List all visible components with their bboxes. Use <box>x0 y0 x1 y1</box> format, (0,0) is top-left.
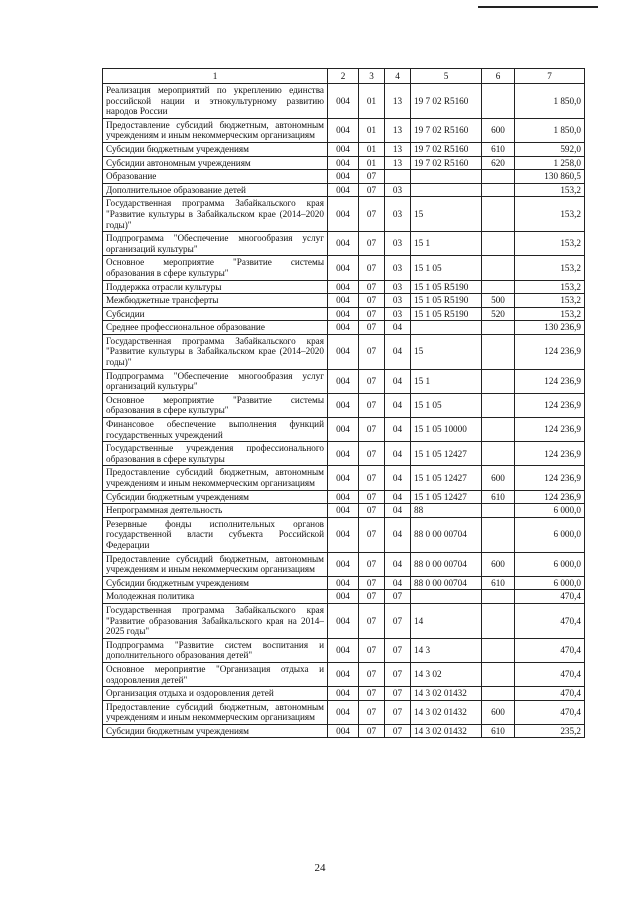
row-target-article-cell: 15 <box>411 197 482 232</box>
row-subsection-cell: 07 <box>385 662 411 686</box>
row-code-cell: 004 <box>328 490 359 504</box>
row-code-cell: 004 <box>328 517 359 552</box>
row-target-article-cell: 15 1 05 <box>411 256 482 280</box>
row-target-article-cell <box>411 170 482 184</box>
row-section-cell: 07 <box>359 321 385 335</box>
row-expense-type-cell <box>482 504 515 518</box>
row-expense-type-cell <box>482 334 515 369</box>
row-expense-type-cell <box>482 280 515 294</box>
row-target-article-cell: 15 1 05 12427 <box>411 490 482 504</box>
row-name-cell: Предоставление субсидий бюджетным, автономным учреждениям и иным некоммерческим организациям <box>103 552 328 576</box>
row-amount-cell: 470,4 <box>515 687 585 701</box>
row-name-cell: Образование <box>103 170 328 184</box>
row-expense-type-cell <box>482 369 515 393</box>
budget-table <box>102 68 585 738</box>
row-code-cell: 004 <box>328 393 359 417</box>
row-expense-type-cell <box>482 418 515 442</box>
col-header-6: 6 <box>482 69 515 84</box>
row-target-article-cell: 15 1 05 <box>411 393 482 417</box>
row-amount-cell: 1 258,0 <box>515 156 585 170</box>
row-name-cell: Государственные учреждения профессионального образования в сфере культуры <box>103 442 328 466</box>
row-target-article-cell: 15 1 05 R5190 <box>411 307 482 321</box>
row-code-cell: 004 <box>328 442 359 466</box>
row-amount-cell: 153,2 <box>515 232 585 256</box>
table-row <box>103 232 585 256</box>
row-code-cell: 004 <box>328 321 359 335</box>
row-amount-cell: 153,2 <box>515 307 585 321</box>
row-section-cell: 07 <box>359 280 385 294</box>
row-subsection-cell: 04 <box>385 466 411 490</box>
row-name-cell: Молодежная политика <box>103 590 328 604</box>
row-section-cell: 07 <box>359 256 385 280</box>
row-expense-type-cell <box>482 393 515 417</box>
row-subsection-cell: 04 <box>385 321 411 335</box>
row-section-cell: 07 <box>359 638 385 662</box>
row-name-cell: Подпрограмма "Обеспечение многообразия услуг организаций культуры" <box>103 369 328 393</box>
table-row <box>103 369 585 393</box>
row-section-cell: 01 <box>359 84 385 119</box>
row-expense-type-cell: 610 <box>482 576 515 590</box>
table-row <box>103 590 585 604</box>
row-target-article-cell <box>411 590 482 604</box>
row-name-cell: Субсидии бюджетным учреждениям <box>103 576 328 590</box>
row-code-cell: 004 <box>328 118 359 142</box>
row-name-cell: Основное мероприятие "Развитие системы образования в сфере культуры" <box>103 256 328 280</box>
row-name-cell: Субсидии бюджетным учреждениям <box>103 142 328 156</box>
col-header-5: 5 <box>411 69 482 84</box>
row-expense-type-cell <box>482 232 515 256</box>
row-subsection-cell: 03 <box>385 294 411 308</box>
row-expense-type-cell <box>482 603 515 638</box>
table-row <box>103 490 585 504</box>
table-row <box>103 321 585 335</box>
row-code-cell: 004 <box>328 256 359 280</box>
row-section-cell: 07 <box>359 442 385 466</box>
row-name-cell: Дополнительное образование детей <box>103 183 328 197</box>
row-amount-cell: 1 850,0 <box>515 84 585 119</box>
row-code-cell: 004 <box>328 603 359 638</box>
row-subsection-cell: 07 <box>385 700 411 724</box>
row-code-cell: 004 <box>328 280 359 294</box>
row-code-cell: 004 <box>328 232 359 256</box>
row-amount-cell: 124 236,9 <box>515 418 585 442</box>
row-subsection-cell: 07 <box>385 724 411 738</box>
row-expense-type-cell <box>482 590 515 604</box>
row-section-cell: 07 <box>359 393 385 417</box>
row-expense-type-cell: 620 <box>482 156 515 170</box>
row-expense-type-cell: 610 <box>482 142 515 156</box>
row-code-cell: 004 <box>328 334 359 369</box>
row-code-cell: 004 <box>328 700 359 724</box>
row-target-article-cell: 15 1 05 R5190 <box>411 280 482 294</box>
row-target-article-cell: 15 1 <box>411 369 482 393</box>
row-expense-type-cell <box>482 321 515 335</box>
col-header-1: 1 <box>103 69 328 84</box>
row-code-cell: 004 <box>328 142 359 156</box>
row-section-cell: 07 <box>359 603 385 638</box>
row-name-cell: Государственная программа Забайкальского края "Развитие образования Забайкальского края на 2014–2025 годы" <box>103 603 328 638</box>
table-row <box>103 142 585 156</box>
row-section-cell: 07 <box>359 232 385 256</box>
row-expense-type-cell: 610 <box>482 724 515 738</box>
row-subsection-cell: 07 <box>385 638 411 662</box>
row-expense-type-cell <box>482 442 515 466</box>
row-amount-cell: 470,4 <box>515 590 585 604</box>
table-row <box>103 118 585 142</box>
table-row <box>103 156 585 170</box>
row-amount-cell: 6 000,0 <box>515 504 585 518</box>
row-expense-type-cell <box>482 170 515 184</box>
row-subsection-cell: 04 <box>385 334 411 369</box>
row-expense-type-cell <box>482 662 515 686</box>
row-target-article-cell: 15 1 05 12427 <box>411 442 482 466</box>
header-row <box>103 69 585 84</box>
row-expense-type-cell: 610 <box>482 490 515 504</box>
row-name-cell: Подпрограмма "Развитие систем воспитания и дополнительного образования детей" <box>103 638 328 662</box>
row-amount-cell: 124 236,9 <box>515 334 585 369</box>
row-amount-cell: 6 000,0 <box>515 576 585 590</box>
row-code-cell: 004 <box>328 84 359 119</box>
row-target-article-cell: 15 <box>411 334 482 369</box>
row-section-cell: 07 <box>359 307 385 321</box>
table-row <box>103 517 585 552</box>
row-code-cell: 004 <box>328 369 359 393</box>
row-name-cell: Субсидии бюджетным учреждениям <box>103 490 328 504</box>
row-subsection-cell: 07 <box>385 590 411 604</box>
row-name-cell: Субсидии бюджетным учреждениям <box>103 724 328 738</box>
row-amount-cell: 124 236,9 <box>515 393 585 417</box>
row-name-cell: Субсидии <box>103 307 328 321</box>
row-subsection-cell: 07 <box>385 603 411 638</box>
row-name-cell: Государственная программа Забайкальского края "Развитие культуры в Забайкальском крае (2014–2020 годы)" <box>103 334 328 369</box>
row-amount-cell: 470,4 <box>515 662 585 686</box>
row-subsection-cell: 13 <box>385 156 411 170</box>
row-subsection-cell: 04 <box>385 552 411 576</box>
row-code-cell: 004 <box>328 687 359 701</box>
row-subsection-cell: 04 <box>385 393 411 417</box>
row-target-article-cell: 14 3 02 01432 <box>411 700 482 724</box>
row-subsection-cell <box>385 170 411 184</box>
table-row <box>103 724 585 738</box>
table-row <box>103 393 585 417</box>
row-name-cell: Организация отдыха и оздоровления детей <box>103 687 328 701</box>
table-row <box>103 603 585 638</box>
table-row <box>103 466 585 490</box>
row-code-cell: 004 <box>328 662 359 686</box>
row-name-cell: Реализация мероприятий по укреплению единства российской нации и этнокультурному развитию народов России <box>103 84 328 119</box>
row-section-cell: 07 <box>359 687 385 701</box>
row-amount-cell: 592,0 <box>515 142 585 156</box>
row-code-cell: 004 <box>328 170 359 184</box>
row-target-article-cell: 14 3 02 01432 <box>411 724 482 738</box>
row-code-cell: 004 <box>328 576 359 590</box>
row-subsection-cell: 13 <box>385 84 411 119</box>
row-expense-type-cell: 600 <box>482 552 515 576</box>
row-section-cell: 07 <box>359 590 385 604</box>
row-name-cell: Предоставление субсидий бюджетным, автономным учреждениям и иным некоммерческим организациям <box>103 466 328 490</box>
row-code-cell: 004 <box>328 724 359 738</box>
row-subsection-cell: 03 <box>385 197 411 232</box>
row-amount-cell: 153,2 <box>515 294 585 308</box>
row-amount-cell: 153,2 <box>515 197 585 232</box>
row-section-cell: 07 <box>359 197 385 232</box>
row-section-cell: 07 <box>359 466 385 490</box>
row-section-cell: 07 <box>359 576 385 590</box>
row-subsection-cell: 04 <box>385 369 411 393</box>
row-code-cell: 004 <box>328 590 359 604</box>
row-subsection-cell: 04 <box>385 576 411 590</box>
row-target-article-cell: 19 7 02 R5160 <box>411 142 482 156</box>
table-row <box>103 552 585 576</box>
row-code-cell: 004 <box>328 504 359 518</box>
row-target-article-cell: 19 7 02 R5160 <box>411 156 482 170</box>
row-name-cell: Государственная программа Забайкальского края "Развитие культуры в Забайкальском крае (2014–2020 годы)" <box>103 197 328 232</box>
table-row <box>103 256 585 280</box>
row-target-article-cell: 88 0 00 00704 <box>411 517 482 552</box>
row-amount-cell: 153,2 <box>515 280 585 294</box>
table-row <box>103 418 585 442</box>
row-amount-cell: 470,4 <box>515 638 585 662</box>
col-header-2: 2 <box>328 69 359 84</box>
row-section-cell: 07 <box>359 662 385 686</box>
row-amount-cell: 235,2 <box>515 724 585 738</box>
row-name-cell: Основное мероприятие "Организация отдыха и оздоровления детей" <box>103 662 328 686</box>
row-section-cell: 07 <box>359 294 385 308</box>
table-row <box>103 170 585 184</box>
col-header-4: 4 <box>385 69 411 84</box>
row-expense-type-cell: 520 <box>482 307 515 321</box>
row-amount-cell: 130 860,5 <box>515 170 585 184</box>
row-name-cell: Субсидии автономным учреждениям <box>103 156 328 170</box>
row-target-article-cell: 14 3 <box>411 638 482 662</box>
row-subsection-cell: 04 <box>385 490 411 504</box>
row-name-cell: Поддержка отрасли культуры <box>103 280 328 294</box>
row-name-cell: Резервные фонды исполнительных органов государственной власти субъекта Российской Федерации <box>103 517 328 552</box>
col-header-3: 3 <box>359 69 385 84</box>
row-target-article-cell: 14 <box>411 603 482 638</box>
row-section-cell: 07 <box>359 170 385 184</box>
row-amount-cell: 470,4 <box>515 603 585 638</box>
row-name-cell: Непрограммная деятельность <box>103 504 328 518</box>
row-expense-type-cell: 600 <box>482 118 515 142</box>
row-section-cell: 07 <box>359 418 385 442</box>
table-row <box>103 700 585 724</box>
row-target-article-cell: 88 0 00 00704 <box>411 552 482 576</box>
row-expense-type-cell: 600 <box>482 466 515 490</box>
row-subsection-cell: 13 <box>385 118 411 142</box>
row-amount-cell: 124 236,9 <box>515 442 585 466</box>
row-code-cell: 004 <box>328 418 359 442</box>
row-name-cell: Среднее профессиональное образование <box>103 321 328 335</box>
row-section-cell: 01 <box>359 142 385 156</box>
row-amount-cell: 153,2 <box>515 256 585 280</box>
row-target-article-cell: 88 0 00 00704 <box>411 576 482 590</box>
table-row <box>103 687 585 701</box>
row-expense-type-cell <box>482 638 515 662</box>
row-expense-type-cell <box>482 256 515 280</box>
row-subsection-cell: 03 <box>385 280 411 294</box>
row-name-cell: Предоставление субсидий бюджетным, автономным учреждениям и иным некоммерческим организациям <box>103 700 328 724</box>
row-code-cell: 004 <box>328 197 359 232</box>
row-name-cell: Финансовое обеспечение выполнения функций государственных учреждений <box>103 418 328 442</box>
row-amount-cell: 130 236,9 <box>515 321 585 335</box>
row-expense-type-cell <box>482 84 515 119</box>
row-section-cell: 07 <box>359 552 385 576</box>
row-expense-type-cell <box>482 517 515 552</box>
row-target-article-cell: 14 3 02 01432 <box>411 687 482 701</box>
row-code-cell: 004 <box>328 294 359 308</box>
row-name-cell: Предоставление субсидий бюджетным, автономным учреждениям и иным некоммерческим организациям <box>103 118 328 142</box>
row-name-cell: Подпрограмма "Обеспечение многообразия услуг организаций культуры" <box>103 232 328 256</box>
row-target-article-cell: 15 1 05 R5190 <box>411 294 482 308</box>
row-section-cell: 01 <box>359 118 385 142</box>
row-target-article-cell <box>411 183 482 197</box>
row-expense-type-cell: 500 <box>482 294 515 308</box>
row-expense-type-cell <box>482 183 515 197</box>
row-subsection-cell: 04 <box>385 517 411 552</box>
table-body <box>103 84 585 738</box>
row-expense-type-cell <box>482 197 515 232</box>
table-row <box>103 197 585 232</box>
row-code-cell: 004 <box>328 183 359 197</box>
table-row <box>103 183 585 197</box>
row-amount-cell: 6 000,0 <box>515 517 585 552</box>
row-subsection-cell: 03 <box>385 307 411 321</box>
top-rule <box>478 6 598 8</box>
row-section-cell: 07 <box>359 490 385 504</box>
row-subsection-cell: 03 <box>385 232 411 256</box>
row-target-article-cell: 14 3 02 <box>411 662 482 686</box>
row-code-cell: 004 <box>328 552 359 576</box>
row-subsection-cell: 13 <box>385 142 411 156</box>
table-row <box>103 638 585 662</box>
row-target-article-cell: 88 <box>411 504 482 518</box>
row-code-cell: 004 <box>328 638 359 662</box>
row-section-cell: 07 <box>359 369 385 393</box>
table-row <box>103 280 585 294</box>
row-subsection-cell: 07 <box>385 687 411 701</box>
col-header-7: 7 <box>515 69 585 84</box>
row-target-article-cell: 19 7 02 R5160 <box>411 118 482 142</box>
row-amount-cell: 1 850,0 <box>515 118 585 142</box>
table-row <box>103 307 585 321</box>
row-code-cell: 004 <box>328 307 359 321</box>
row-amount-cell: 124 236,9 <box>515 369 585 393</box>
row-amount-cell: 470,4 <box>515 700 585 724</box>
row-target-article-cell: 19 7 02 R5160 <box>411 84 482 119</box>
table-row <box>103 576 585 590</box>
page-number: 24 <box>314 862 326 874</box>
row-target-article-cell: 15 1 05 12427 <box>411 466 482 490</box>
row-amount-cell: 153,2 <box>515 183 585 197</box>
row-code-cell: 004 <box>328 156 359 170</box>
row-section-cell: 07 <box>359 724 385 738</box>
row-section-cell: 07 <box>359 700 385 724</box>
row-expense-type-cell: 600 <box>482 700 515 724</box>
row-target-article-cell <box>411 321 482 335</box>
row-amount-cell: 124 236,9 <box>515 490 585 504</box>
row-target-article-cell: 15 1 <box>411 232 482 256</box>
row-expense-type-cell <box>482 687 515 701</box>
table-row <box>103 334 585 369</box>
row-amount-cell: 124 236,9 <box>515 466 585 490</box>
row-subsection-cell: 03 <box>385 183 411 197</box>
row-section-cell: 01 <box>359 156 385 170</box>
row-subsection-cell: 04 <box>385 442 411 466</box>
row-section-cell: 07 <box>359 517 385 552</box>
row-section-cell: 07 <box>359 504 385 518</box>
table-row <box>103 442 585 466</box>
table-row <box>103 84 585 119</box>
row-subsection-cell: 03 <box>385 256 411 280</box>
row-subsection-cell: 04 <box>385 504 411 518</box>
table-row <box>103 294 585 308</box>
row-section-cell: 07 <box>359 183 385 197</box>
row-code-cell: 004 <box>328 466 359 490</box>
row-section-cell: 07 <box>359 334 385 369</box>
table-row <box>103 662 585 686</box>
table-row <box>103 504 585 518</box>
row-target-article-cell: 15 1 05 10000 <box>411 418 482 442</box>
row-subsection-cell: 04 <box>385 418 411 442</box>
row-amount-cell: 6 000,0 <box>515 552 585 576</box>
row-name-cell: Основное мероприятие "Развитие системы образования в сфере культуры" <box>103 393 328 417</box>
row-name-cell: Межбюджетные трансферты <box>103 294 328 308</box>
